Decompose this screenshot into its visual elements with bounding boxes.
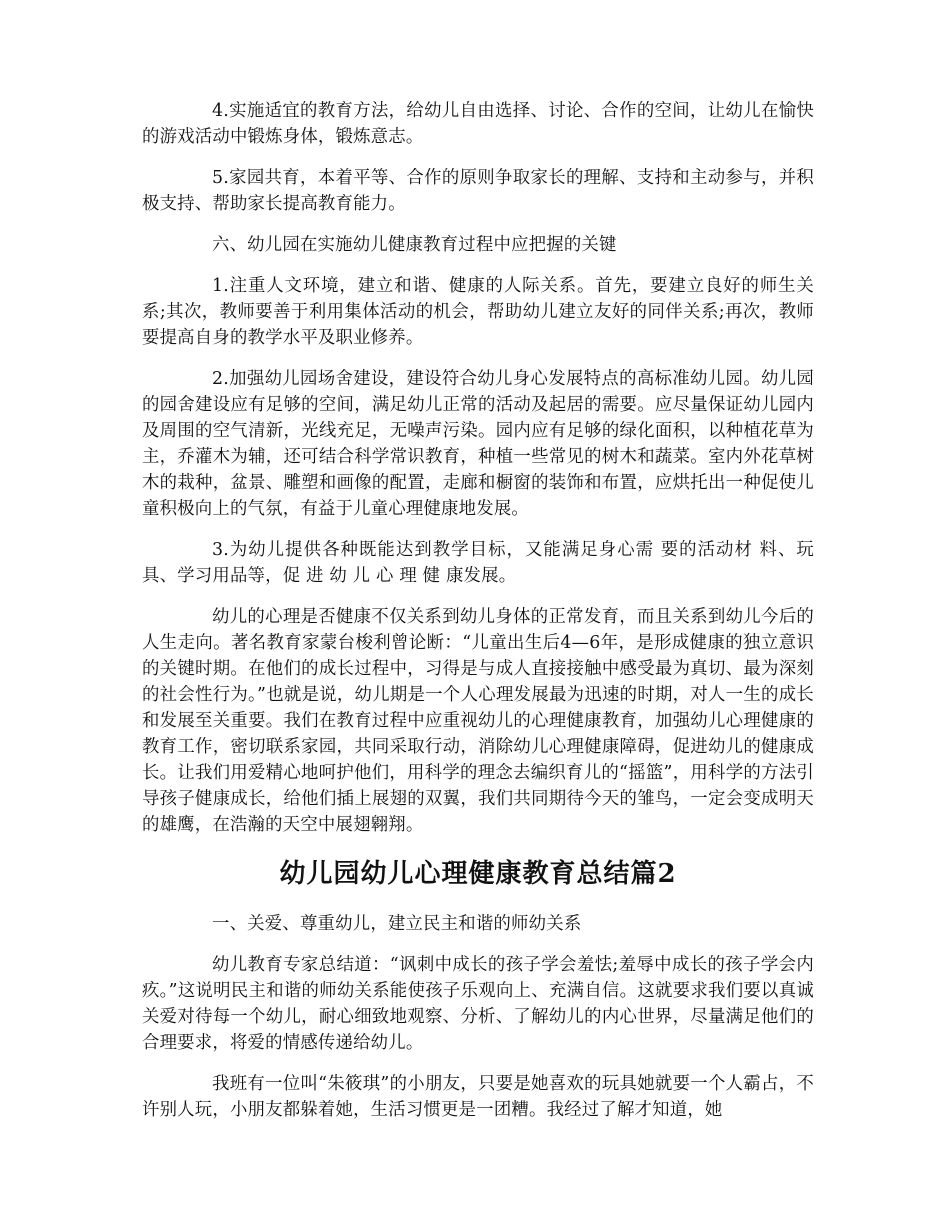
section-subheading: 一、关爱、尊重幼儿，建立民主和谐的师幼关系 — [212, 914, 582, 934]
section-title: 幼儿园幼儿心理健康教育总结篇2 — [279, 859, 677, 889]
section-subheading: 六、幼儿园在实施幼儿健康教育过程中应把握的关键 — [212, 235, 617, 255]
document-page — [142, 98, 814, 1123]
paragraph: 4.实施适宜的教育方法，给幼儿自由选择、讨论、合作的空间，让幼儿在愉快的游戏活动中锻炼身体，锻炼意志。 — [142, 101, 814, 147]
paragraph: 幼儿的心理是否健康不仅关系到幼儿身体的正常发育，而且关系到幼儿今后的人生走向。著名教育家蒙台梭利曾论断：“儿童出生后4—6年，是形成健康的独立意识的关键时期。在他们的成长过程中，习得是与成人直接接触中感受最为真切、最为深刻的社会性行为。”也就是说，幼儿期是一个人心理发展最为迅速的时期，对人一生的成长和发展至关重要。我们在教育过程中应重视幼儿的心理健康教育，加强幼儿心理健康的教育工作，密切联系家园，共同采取行动，消除幼儿心理健康障碍，促进幼儿的健康成长。让我们用爱精心地呵护他们，用科学的理念去编织育儿的“摇篮”，用科学的方法引导孩子健康成长，给他们插上展翅的双翼，我们共同期待今天的雏鸟，一定会变成明天的雄鹰，在浩瀚的天空中展翅翱翔。 — [142, 607, 814, 835]
paragraph: 2.加强幼儿园场舍建设，建设符合幼儿身心发展特点的高标准幼儿园。幼儿园的园舍建设应有足够的空间，满足幼儿正常的活动及起居的需要。应尽量保证幼儿园内及周围的空气清新，光线充足，无噪声污染。园内应有足够的绿化面积，以种植花草为主，乔灌木为辅，还可结合科学常识教育，种植一些常见的树木和蔬菜。室内外花草树木的栽种，盆景、雕塑和画像的配置，走廊和橱窗的装饰和布置，应烘托出一种促使儿童积极向上的气氛，有益于儿童心理健康地发展。 — [142, 369, 814, 519]
paragraph: 5.家园共育，本着平等、合作的原则争取家长的理解、支持和主动参与，并积极支持、帮助家长提高教育能力。 — [142, 168, 814, 214]
paragraph: 3.为幼儿提供各种既能达到教学目标，又能满足身心需 要的活动材 料、玩具、学习用品等，促 进 幼 儿 心 理 健 康发展。 — [142, 540, 814, 586]
paragraph: 我班有一位叫“朱筱琪”的小朋友，只要是她喜欢的玩具她就要一个人霸占，不许别人玩，小朋友都躲着她，生活习惯更是一团糟。我经过了解才知道，她 — [142, 1074, 814, 1120]
paragraph: 幼儿教育专家总结道：“讽刺中成长的孩子学会羞怯;羞辱中成长的孩子学会内疚。”这说明民主和谐的师幼关系能使孩子乐观向上、充满自信。这就要求我们要以真诚关爱对待每一个幼儿，耐心细致地观察、分析、了解幼儿的内心世界，尽量满足他们的合理要求，将爱的情感传递给幼儿。 — [142, 955, 814, 1053]
paragraph: 1.注重人文环境，建立和谐、健康的人际关系。首先，要建立良好的师生关系;其次，教师要善于利用集体活动的机会，帮助幼儿建立友好的同伴关系;再次，教师要提高自身的教学水平及职业修养。 — [142, 276, 814, 348]
